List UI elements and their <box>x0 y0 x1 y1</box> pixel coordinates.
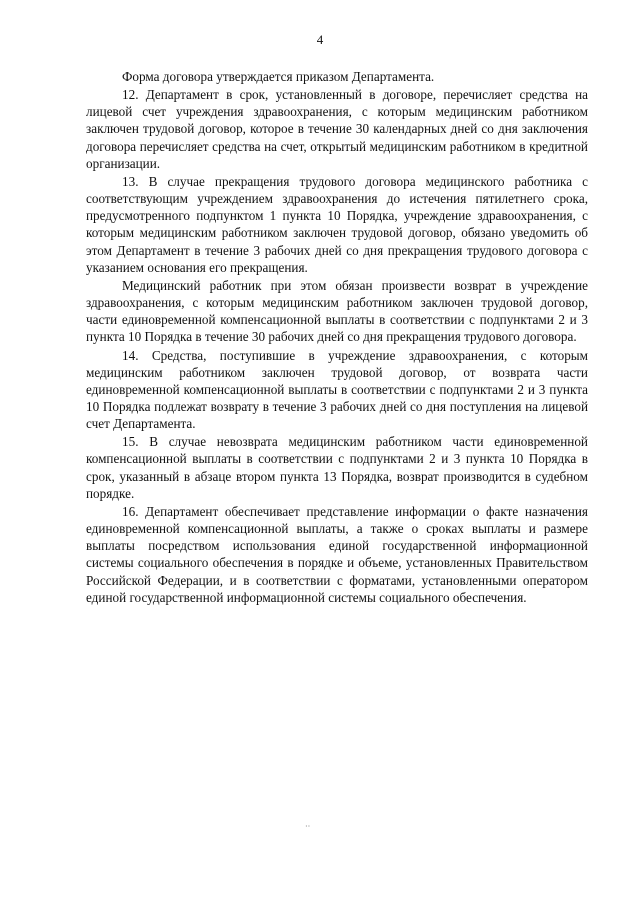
page-number: 4 <box>316 32 324 47</box>
paragraph-16: 16. Департамент обеспечивает представление информации о факте назначения единовременной компенсационной выплаты, а также о сроках выплаты и размере выплаты посредством использования единой государственной информационной системы социального обеспечения в порядке и объеме, установленных Правительством Российской Федерации, и в соответствии с форматами, установленными оператором единой государственной информационной системы социального обеспечения. <box>86 503 588 605</box>
paragraph-13-refund: Медицинский работник при этом обязан произвести возврат в учреждение здравоохранения, с которым медицинским работником заключен трудовой договор, части единовременной компенсационной выплаты в соответствии с подпунктами 2 и 3 пункта 10 Порядка в течение 30 рабочих дней со дня прекращения трудового договора. <box>86 277 588 345</box>
paragraph-15: 15. В случае невозврата медицинским работником части единовременной компенсационной выплаты в соответствии с подпунктами 2 и 3 пункта 10 Порядка в срок, указанный в абзаце втором пункта 13 Порядка, возврат производится в судебном порядке. <box>86 434 588 501</box>
document-body <box>86 68 588 606</box>
paragraph-13: 13. В случае прекращения трудового договора медицинского работника с соответствующим учреждением здравоохранения до истечения пятилетнего срока, предусмотренного подпунктом 1 пункта 10 Порядка, учреждение здравоохранения, с которым медицинским работником заключен трудовой договор, обязано уведомить об этом Департамент в течение 3 рабочих дней со дня прекращения трудового договора с указанием основания его прекращения. <box>86 173 588 275</box>
paragraph-contract-form: Форма договора утверждается приказом Департамента. <box>122 69 435 84</box>
scan-mark: ·· <box>305 822 311 831</box>
paragraph-12: 12. Департамент в срок, установленный в договоре, перечисляет средства на лицевой счет учреждения здравоохранения, с которым медицинским работником заключен трудовой договор, которое в течение 30 календарных дней со дня заключения договора перечисляет средства на счет, открытый медицинским работником в кредитной организации. <box>86 87 588 171</box>
paragraph-14: 14. Средства, поступившие в учреждение здравоохранения, с которым медицинским работником заключен трудовой договор, от возврата части единовременной компенсационной выплаты в соответствии с подпунктами 2 и 3 пункта 10 Порядка подлежат возврату в течение 3 рабочих дней со дня поступления на лицевой счет Департамента. <box>86 347 588 432</box>
